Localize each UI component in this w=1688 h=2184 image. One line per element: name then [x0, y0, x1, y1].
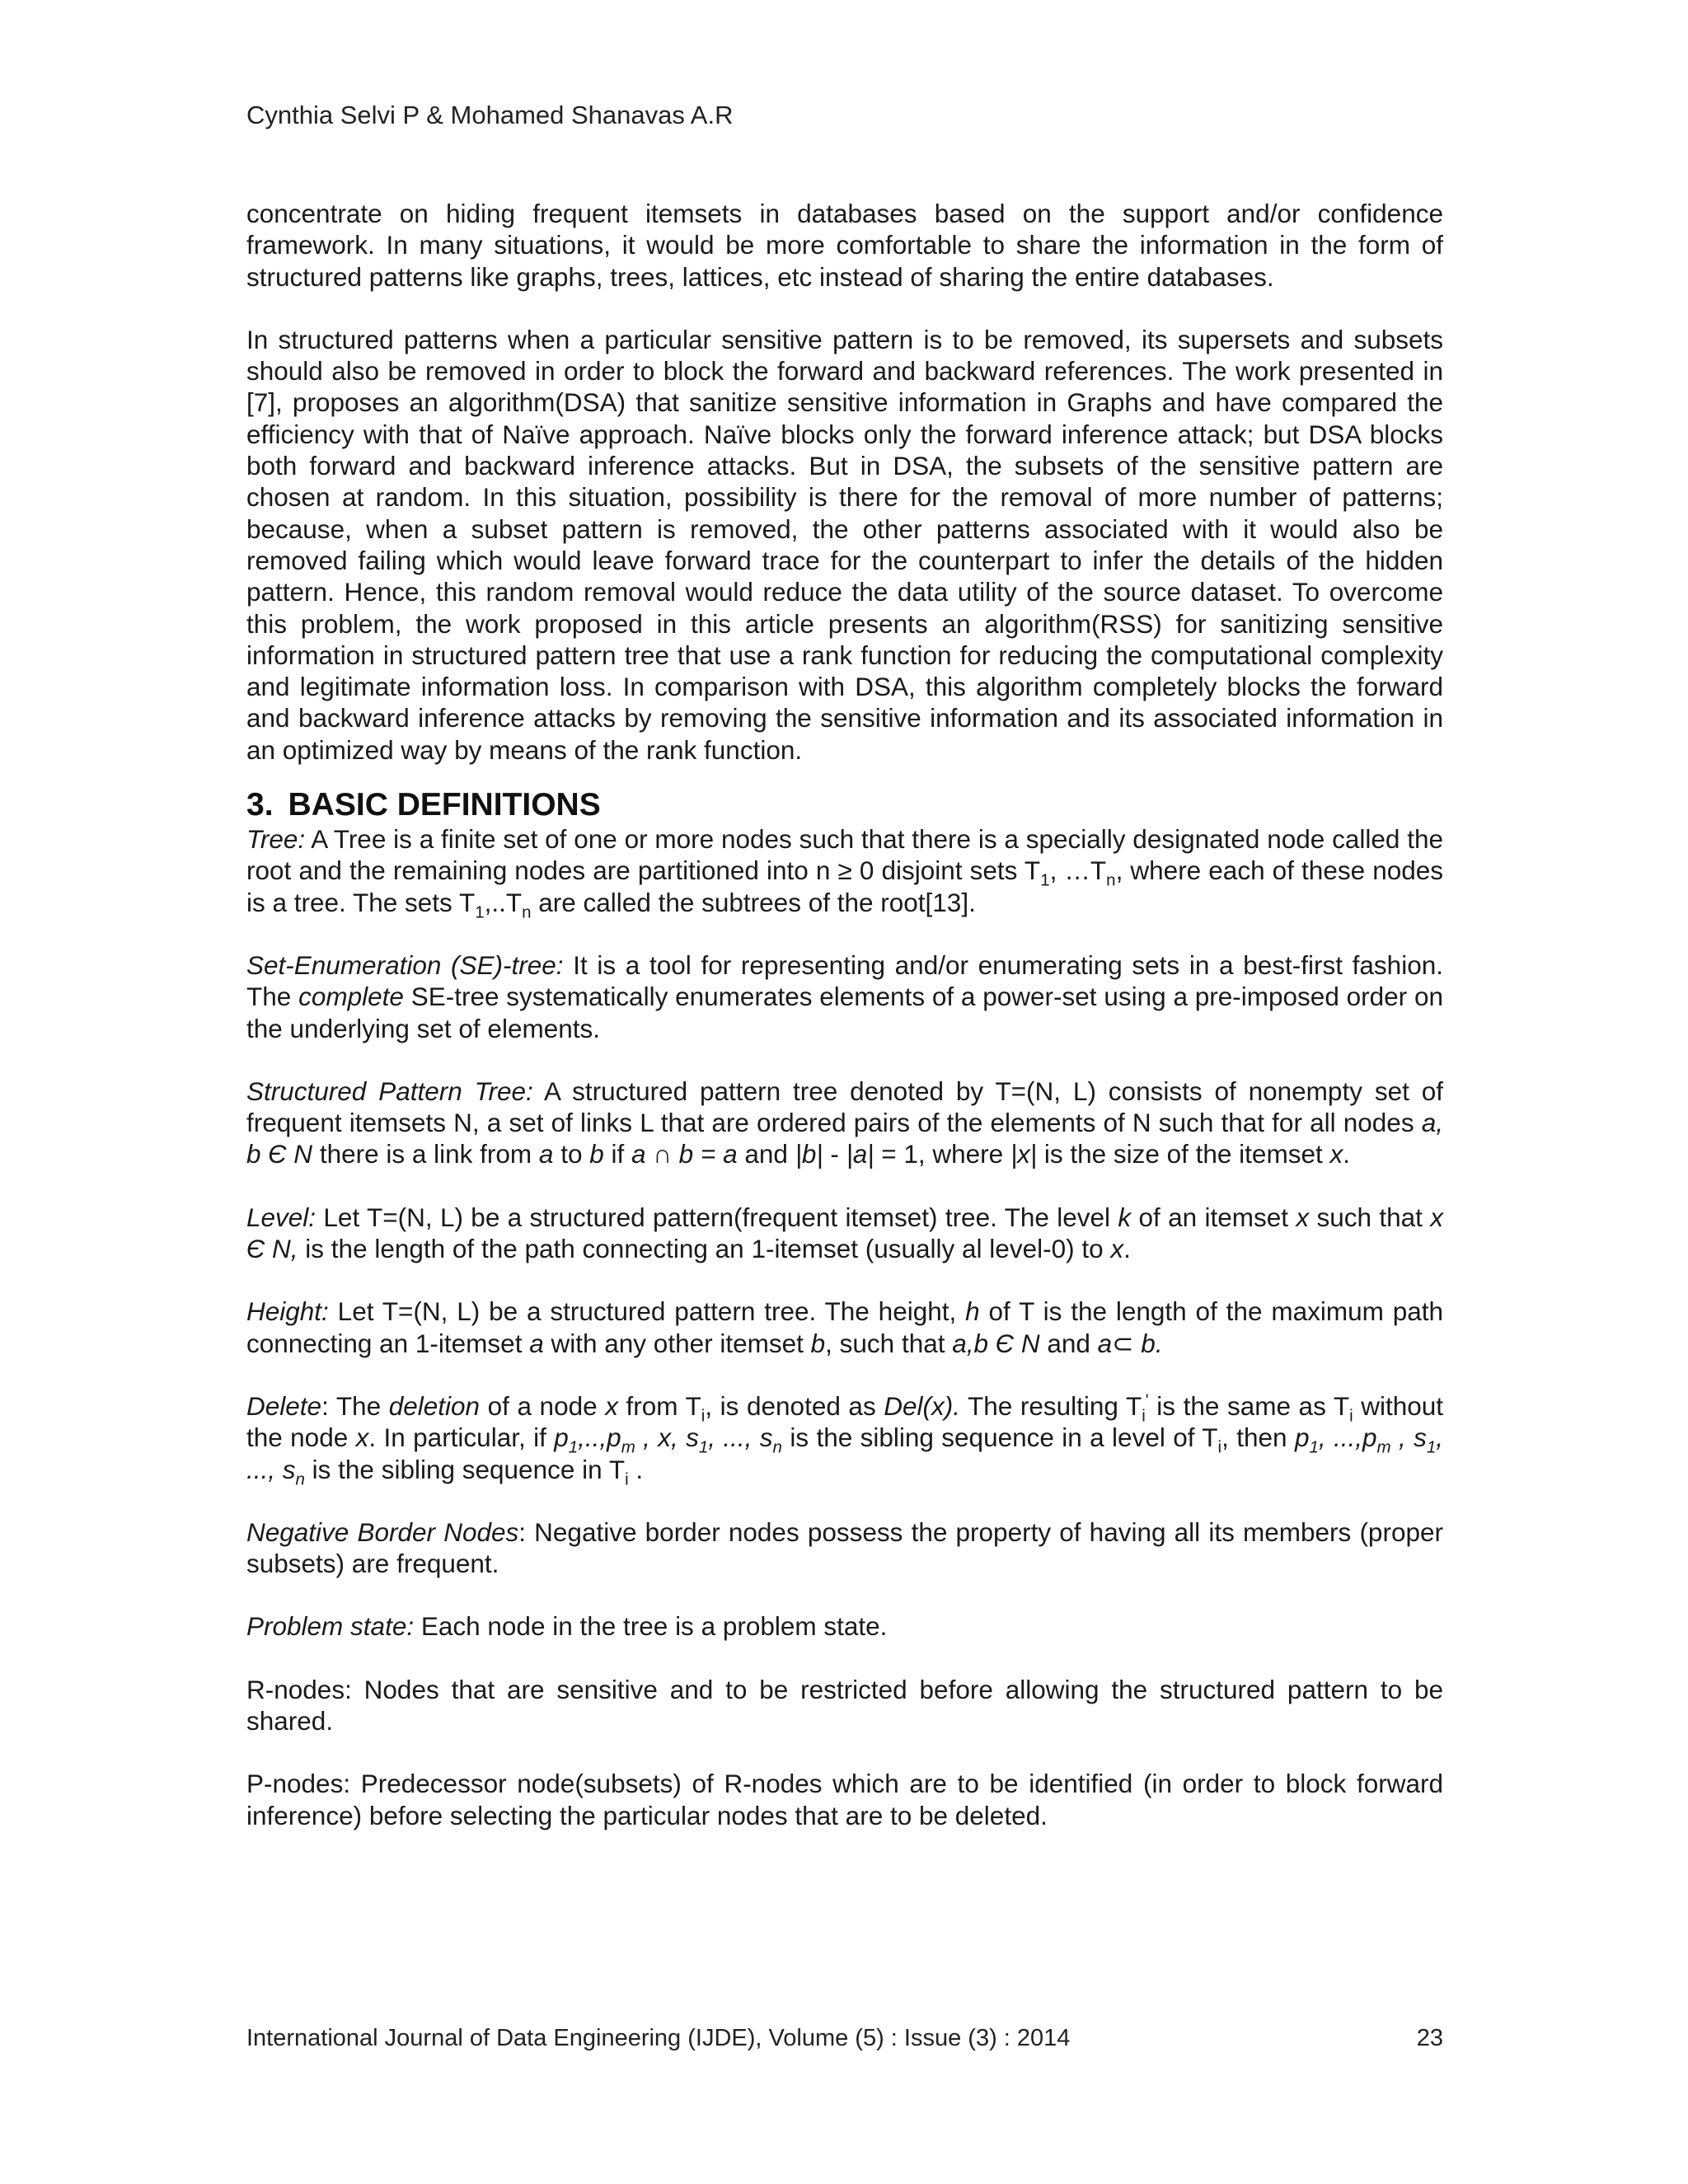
definition-r-nodes: R-nodes: Nodes that are sensitive and to be restricted before allowing the structured pattern to be shared.	[246, 1674, 1443, 1736]
definition-term: Negative Border Nodes	[246, 1516, 519, 1547]
definition-p-nodes: P-nodes: Predecessor node(subsets) of R-nodes which are to be identified (in order to block forward inference) before selecting the particular nodes that are to be deleted.	[246, 1769, 1443, 1830]
running-head-authors: Cynthia Selvi P & Mohamed Shanavas A.R	[246, 101, 734, 129]
paragraph-structured-patterns: In structured patterns when a particular sensitive pattern is to be removed, its supersets and subsets should also be removed in order to block the forward and backward references. The work presented in [7], proposes an algorithm(DSA) that sanitize sensitive information in Graphs and have compared the efficiency with that of Naïve approach. Naïve blocks only the forward inference attack; but DSA blocks both forward and backward inference attacks. But in DSA, the subsets of the sensitive pattern are chosen at random. In this situation, possibility is there for the removal of more number of patterns; because, when a subset pattern is removed, the other patterns associated with it would also be removed failing which would leave forward trace for the counterpart to infer the details of the hidden pattern. Hence, this random removal would reduce the data utility of the source dataset. To overcome this problem, the work proposed in this article presents an algorithm(RSS) for sanitizing sensitive information in structured pattern tree that use a rank function for reducing the computational complexity and legitimate information loss. In comparison with DSA, this algorithm completely blocks the forward and backward inference attacks by removing the sensitive information and its associated information in an optimized way by means of the rank function.	[246, 324, 1443, 765]
definition-term: Level:	[246, 1202, 316, 1232]
definition-se-tree: Set-Enumeration (SE)-tree: It is a tool for representing and/or enumerating sets in a best-first fashion. The complete SE-tree systematically enumerates elements of a power-set using a pre-imposed order on the underlying set of elements.	[246, 949, 1443, 1043]
definition-term: Structured Pattern Tree:	[246, 1076, 533, 1106]
definition-problem-state: Problem state: Each node in the tree is a problem state.	[246, 1611, 888, 1642]
section-number: 3.	[246, 787, 274, 823]
definition-term: Problem state:	[246, 1611, 415, 1642]
definition-term: Tree:	[246, 824, 306, 855]
page-number: 23	[1416, 2025, 1443, 2051]
body-content	[246, 198, 1443, 1831]
definition-structured-pattern-tree: Structured Pattern Tree: A structured pattern tree denoted by T=(N, L) consists of nonempty set of frequent itemsets N, a set of links L that are ordered pairs of the elements of N such that for all nodes a, b Є N there is a link from a to b if a ∩ b = a and |b| - |a| = 1, where |x| is the size of the itemset x.	[246, 1076, 1443, 1169]
paragraph-intro: concentrate on hiding frequent itemsets in databases based on the support and/or confidence framework. In many situations, it would be more comfortable to share the information in the form of structured patterns like graphs, trees, lattices, etc instead of sharing the entire databases.	[246, 199, 1443, 292]
section-heading	[246, 787, 1443, 823]
definition-negative-border-nodes: Negative Border Nodes: Negative border nodes possess the property of having all its members (proper subsets) are frequent.	[246, 1516, 1443, 1579]
definition-term: Delete	[246, 1390, 322, 1421]
page-footer	[246, 2023, 1443, 2053]
definition-level: Level: Let T=(N, L) be a structured pattern(frequent itemset) tree. The level k of an itemset x such that x Є N, is the length of the path connecting an 1-itemset (usually al level-0) to x.	[246, 1202, 1443, 1264]
definition-delete: Delete: The deletion of a node x from $T_i$, is denoted as Del(x). The resulting $T_i'$ is the same as $T_i$ without the node x. In particular, if $p_1,..,p_m$ , x, $s_1$, ..., $s_n$ is the sibling sequence in a level of $T_i$, then $p_1$, $...,p_m$ , $s_1$, ..., $s_n$ is the sibling sequence in $T_i$ .	[246, 1390, 1444, 1488]
definition-term: Height:	[246, 1296, 329, 1327]
footer-journal-citation: International Journal of Data Engineering (IJDE), Volume (5) : Issue (3) : 2014	[246, 2025, 1071, 2051]
definition-tree: Tree: A Tree is a finite set of one or more nodes such that there is a specially designated node called the root and the remaining nodes are partitioned into n ≥ 0 disjoint sets $T_1$, $\dots T_n$, where each of these nodes is a tree. The sets $T_1,..T_n$ are called the subtrees of the root[13].	[246, 824, 1444, 921]
section-title: BASIC DEFINITIONS	[288, 787, 601, 823]
definition-height: Height: Let T=(N, L) be a structured pattern tree. The height, h of T is the length of the maximum path connecting an 1-itemset a with any other itemset b, such that a,b Є N and a⊂ b.	[246, 1296, 1444, 1358]
definition-term: Set-Enumeration (SE)-tree:	[246, 949, 564, 980]
